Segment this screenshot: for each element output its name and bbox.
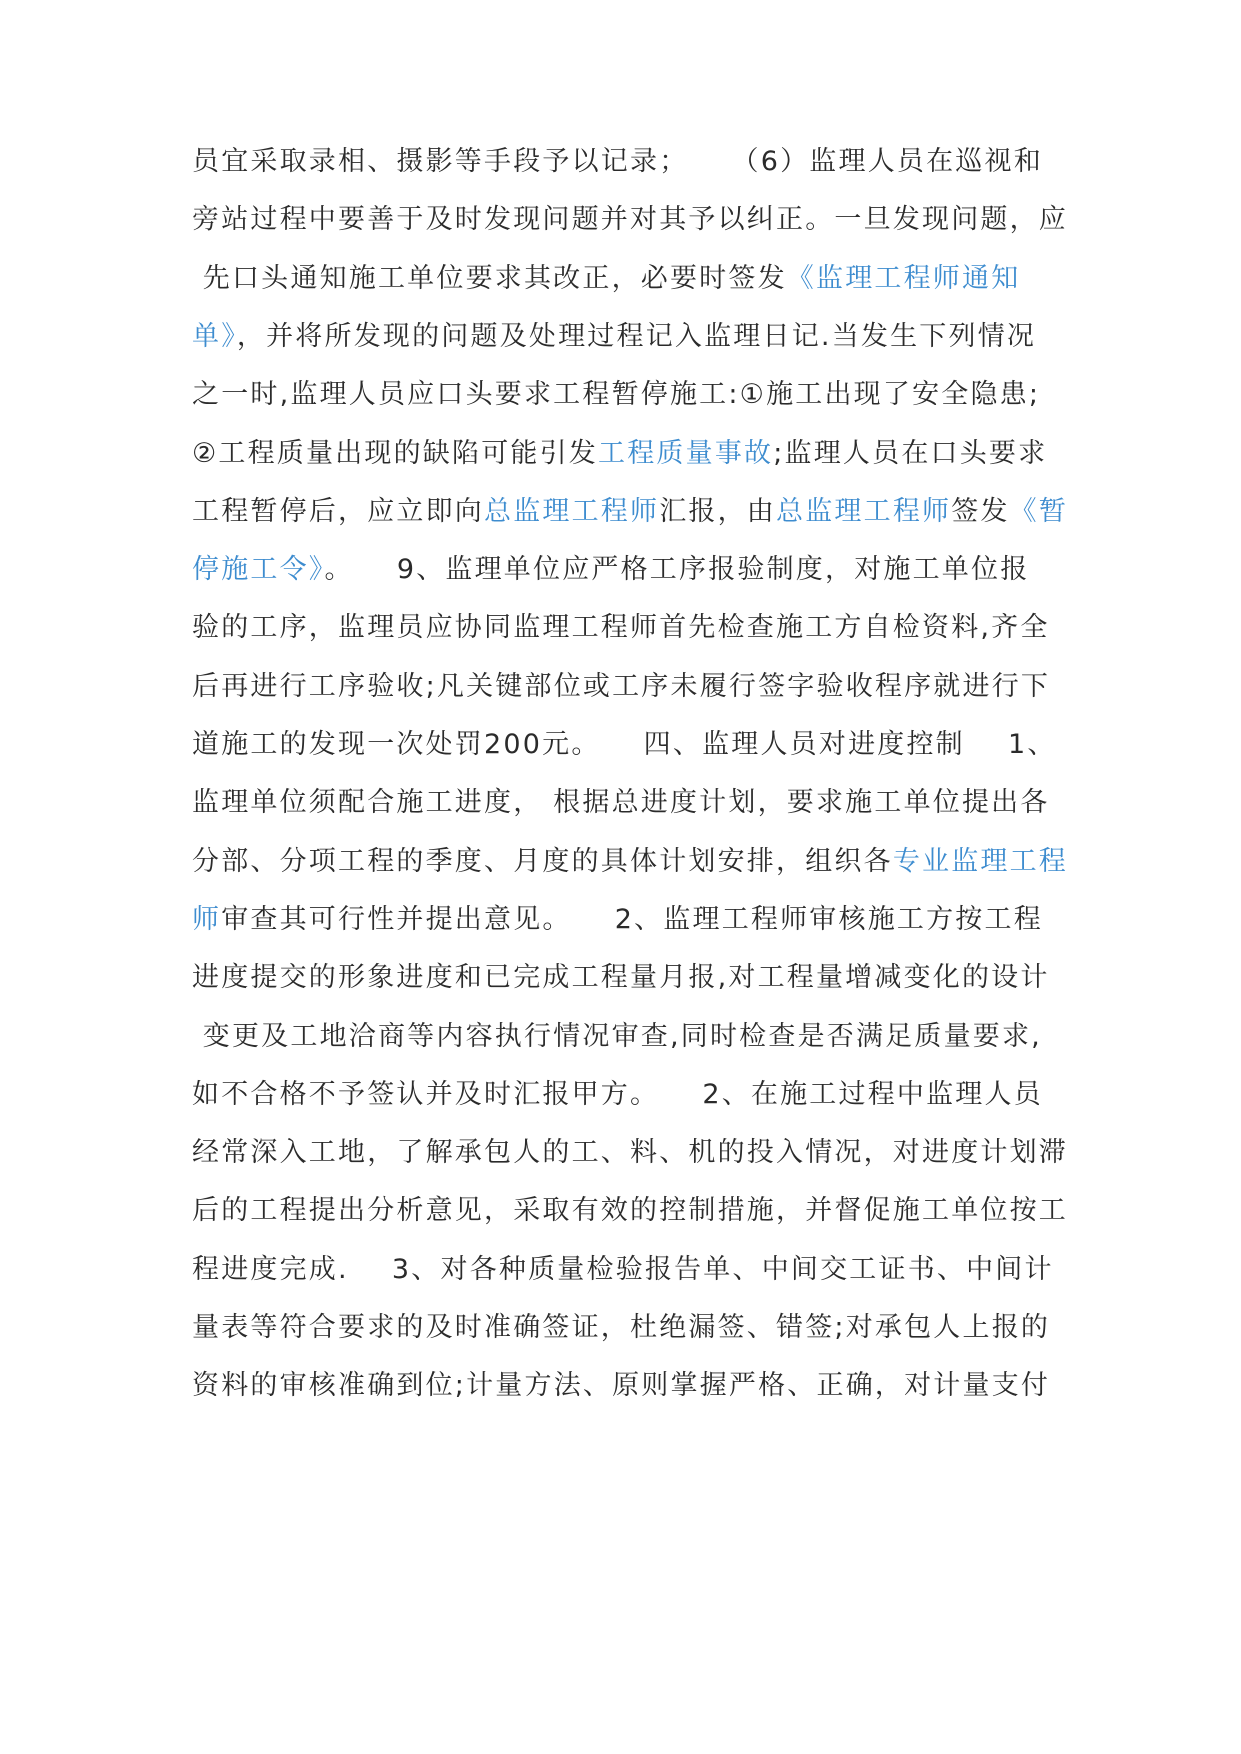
hyperlink[interactable]: 《暂 bbox=[1009, 495, 1069, 527]
text-line bbox=[192, 140, 1043, 184]
text-line bbox=[192, 198, 1068, 242]
text-line bbox=[192, 1248, 1054, 1292]
text-line bbox=[192, 257, 1020, 301]
text-segment: 之一时,监理人员应口头要求工程暂停施工:①施工出现了安全隐患; bbox=[192, 379, 1041, 411]
text-segment: 先口头通知施工单位要求其改正，必要时签发 bbox=[192, 262, 787, 294]
text-segment: 汇报，由 bbox=[659, 495, 777, 527]
text-segment: 员宜采取录相、摄影等手段予以记录； （6）监理人员在巡视和 bbox=[192, 146, 1043, 177]
text-segment: 签发 bbox=[951, 495, 1010, 527]
text-line bbox=[192, 1073, 1043, 1117]
text-line bbox=[192, 315, 1036, 359]
text-line bbox=[192, 1189, 1068, 1233]
hyperlink[interactable]: 专业监理工程 bbox=[892, 845, 1069, 877]
text-line bbox=[192, 1306, 1050, 1350]
hyperlink[interactable]: 停施工令》 bbox=[192, 554, 325, 586]
text-segment: 验的工序，监理员应协同监理工程师首先检查施工方自检资料,齐全 bbox=[192, 612, 1050, 644]
text-segment: 。 9、监理单位应严格工序报验制度，对施工单位报 bbox=[324, 554, 1030, 586]
text-segment: 旁站过程中要善于及时发现问题并对其予以纠正。一旦发现问题，应 bbox=[192, 204, 1068, 236]
text-line bbox=[192, 432, 1047, 476]
text-segment: 如不合格不予签认并及时汇报甲方。 2、在施工过程中监理人员 bbox=[192, 1078, 1043, 1110]
text-line bbox=[192, 898, 1043, 942]
text-segment: 分部、分项工程的季度、月度的具体计划安排，组织各 bbox=[192, 845, 893, 877]
text-segment: ，并将所发现的问题及处理过程记入监理日记.当发生下列情况 bbox=[236, 320, 1037, 352]
text-segment: 经常深入工地，了解承包人的工、料、机的投入情况，对进度计划滞 bbox=[192, 1137, 1068, 1169]
text-segment: 程进度完成. 3、对各种质量检验报告单、中间交工证书、中间计 bbox=[192, 1253, 1054, 1285]
text-line bbox=[192, 548, 1029, 592]
text-line bbox=[192, 1131, 1068, 1175]
text-line bbox=[192, 606, 1050, 650]
text-segment: 后的工程提出分析意见，采取有效的控制措施，并督促施工单位按工 bbox=[192, 1195, 1068, 1227]
hyperlink[interactable]: 单》 bbox=[192, 320, 237, 352]
text-line bbox=[192, 665, 1050, 709]
hyperlink[interactable]: 《监理工程师通知 bbox=[786, 262, 1021, 294]
text-line bbox=[192, 373, 1040, 417]
text-line bbox=[192, 840, 1068, 884]
text-segment: 量表等符合要求的及时准确签证，杜绝漏签、错签;对承包人上报的 bbox=[192, 1312, 1051, 1343]
text-line bbox=[192, 490, 1068, 534]
text-line bbox=[192, 781, 1050, 825]
hyperlink[interactable]: 总监理工程师 bbox=[776, 495, 952, 527]
hyperlink[interactable]: 总监理工程师 bbox=[484, 495, 660, 527]
text-segment: ;监理人员在口头要求 bbox=[773, 437, 1048, 469]
text-segment: 审查其可行性并提出意见。 2、监理工程师审核施工方按工程 bbox=[221, 903, 1043, 935]
hyperlink[interactable]: 师 bbox=[192, 903, 222, 935]
text-segment: 进度提交的形象进度和已完成工程量月报,对工程量增减变化的设计 bbox=[192, 962, 1050, 994]
text-segment: ②工程质量出现的缺陷可能引发 bbox=[192, 437, 599, 469]
text-segment: 后再进行工序验收;凡关键部位或工序未履行签字验收程序就进行下 bbox=[192, 670, 1051, 702]
hyperlink[interactable]: 工程质量事故 bbox=[598, 437, 774, 469]
text-segment: 工程暂停后，应立即向 bbox=[192, 495, 484, 527]
text-line bbox=[192, 723, 1057, 767]
text-segment: 资料的审核准确到位;计量方法、原则掌握严格、正确，对计量支付 bbox=[192, 1370, 1051, 1402]
text-line bbox=[192, 956, 1050, 1000]
text-segment: 监理单位须配合施工进度， 根据总进度计划，要求施工单位提出各 bbox=[192, 787, 1050, 819]
text-line bbox=[192, 1364, 1050, 1408]
text-segment: 变更及工地洽商等内容执行情况审查,同时检查是否满足质量要求, bbox=[192, 1020, 1042, 1052]
text-line bbox=[192, 1015, 1042, 1059]
text-segment: 道施工的发现一次处罚200元。 四、监理人员对进度控制 1、 bbox=[192, 729, 1057, 760]
